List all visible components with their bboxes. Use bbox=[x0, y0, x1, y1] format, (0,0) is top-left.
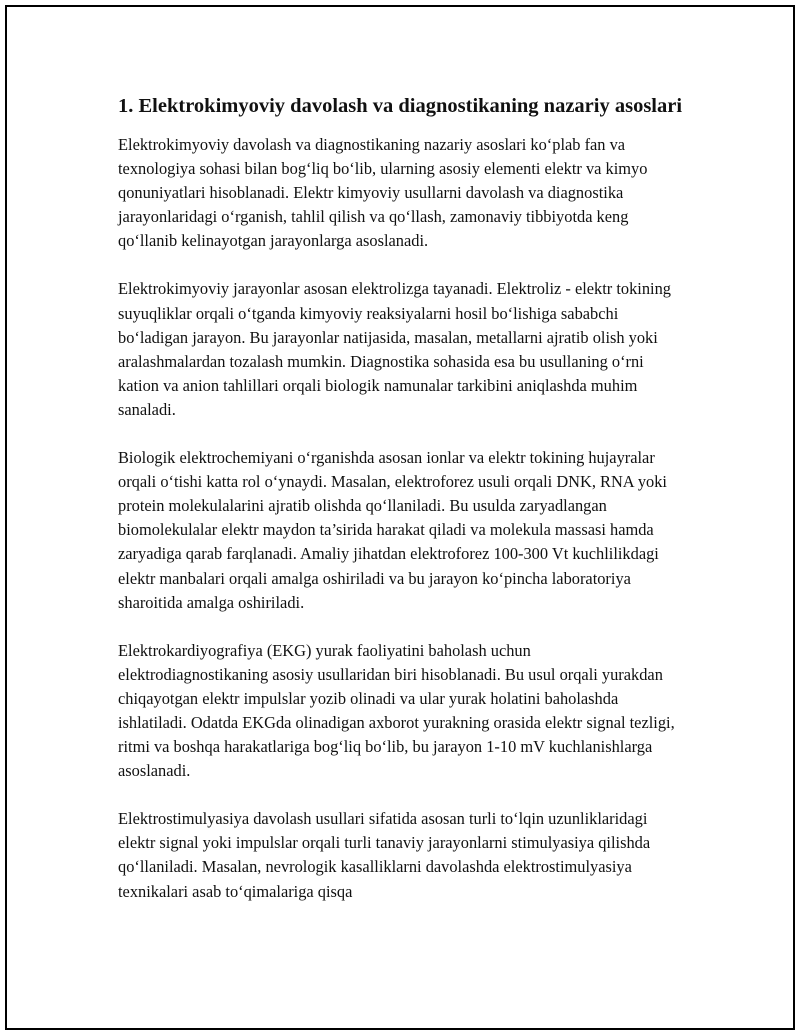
document-body bbox=[118, 93, 684, 928]
section-heading: 1. Elektrokimyoviy davolash va diagnostikaning nazariy asoslari bbox=[118, 95, 683, 117]
paragraph-5: Elektrostimulyasiya davolash usullari sifatida asosan turli to‘lqin uzunliklaridagi elektr signal yoki impulslar orqali turli tanaviy jarayonlarni stimulyasiya qilishda qo‘llaniladi. Masalan, nevrologik kasalliklarni davolashda elektrostimulyasiya texnikalari asab to‘qimalariga qisqa bbox=[118, 809, 651, 901]
paragraph-4: Elektrokardiyografiya (EKG) yurak faoliyatini baholash uchun elektrodiagnostikaning asosiy usullaridan biri hisoblanadi. Bu usul orqali yurakdan chiqayotgan elektr impulslar yozib olinadi va ular yurak holatini baholashda ishlatiladi. Odatda EKGda olinadigan axborot yurakning orasida elektr signal tezligi, ritmi va boshqa harakatlariga bog‘liq bo‘lib, bu jarayon 1-10 mV kuchlanishlarga asoslanadi. bbox=[118, 640, 675, 781]
paragraph-1: Elektrokimyoviy davolash va diagnostikaning nazariy asoslari ko‘plab fan va texnologiya sohasi bilan bog‘liq bo‘lib, ularning asosiy elementi elektr va kimyo qonuniyatlari hisoblanadi. Elektr kimyoviy usullarni davolash va diagnostika jarayonlaridagi o‘rganish, tahlil qilish va qo‘llash, zamonaviy tibbiyotda keng qo‘llanib kelinayotgan jarayonlarga asoslanadi. bbox=[118, 135, 648, 251]
paragraph-3: Biologik elektrochemiyani o‘rganishda asosan ionlar va elektr tokining hujayralar orqali o‘tishi katta rol o‘ynaydi. Masalan, elektroforez usuli orqali DNK, RNA yoki protein molekulalarini ajratib olishda qo‘llaniladi. Bu usulda zaryadlangan biomolekulalar elektr maydon ta’sirida harakat qiladi va molekula massasi hamda zaryadiga qarab farqlanadi. Amaliy jihatdan elektroforez 100-300 Vt kuchlilikdagi elektr manbalari orqali amalga oshiriladi va bu jarayon ko‘pincha laboratoriya sharoitida amalga oshiriladi. bbox=[118, 448, 667, 612]
paragraph-2: Elektrokimyoviy jarayonlar asosan elektrolizga tayanadi. Elektroliz - elektr tokining suyuqliklar orqali o‘tganda kimyoviy reaksiyalarni hosil bo‘lishiga sababchi bo‘ladigan jarayon. Bu jarayonlar natijasida, masalan, metallarni ajratib olish yoki aralashmalardan tozalash mumkin. Diagnostika sohasida esa bu usullaning o‘rni kation va anion tahlillari orqali biologik namunalar tarkibini aniqlashda muhim sanaladi. bbox=[118, 279, 671, 419]
